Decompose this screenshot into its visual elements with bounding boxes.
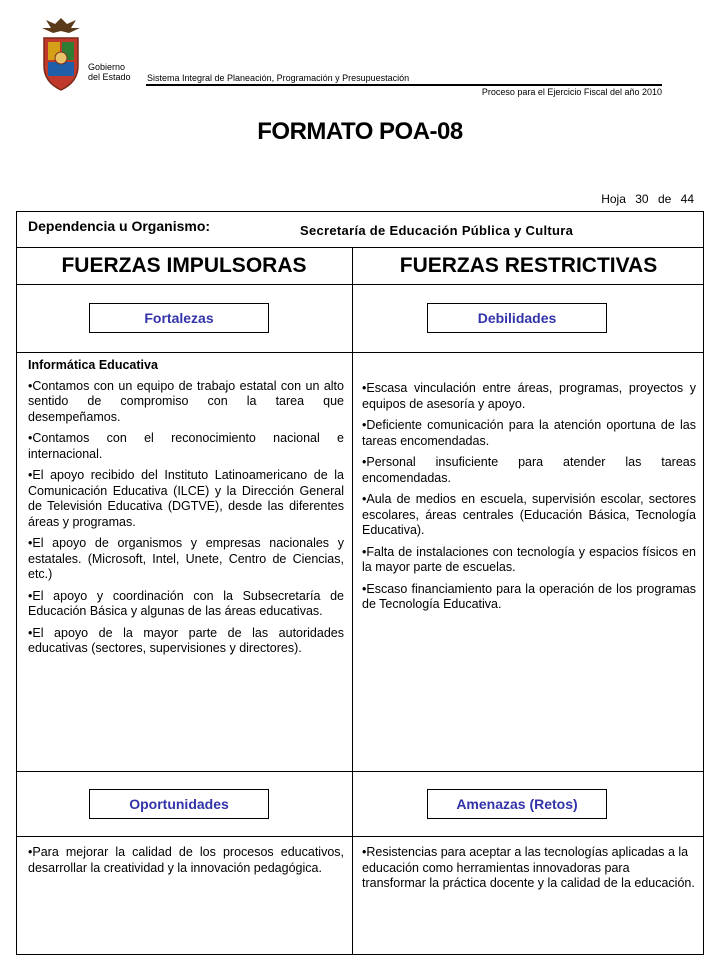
page-current: 30 xyxy=(635,192,649,206)
system-name: Sistema Integral de Planeación, Programación y Presupuestación xyxy=(147,73,410,83)
list-item: •Escasa vinculación entre áreas, programas, proyectos y equipos de asesoría y apoyo. xyxy=(362,381,696,411)
fortalezas-heading: Informática Educativa xyxy=(28,358,158,372)
list-item: •El apoyo de la mayor parte de las autoridades educativas (sectores, supervisiones y directores). xyxy=(28,625,344,655)
oportunidades-cell xyxy=(28,845,344,882)
government-label: Gobierno del Estado xyxy=(88,62,131,82)
list-item: •Para mejorar la calidad de los procesos educativos, desarrollar la creatividad y la innovación pedagógica. xyxy=(28,845,344,875)
page-label: Hoja xyxy=(601,192,626,206)
list-item: •Personal insuficiente para atender las tareas encomendadas. xyxy=(362,455,696,485)
page-title: FORMATO POA-08 xyxy=(257,118,463,145)
column-divider xyxy=(352,247,353,955)
list-item: •Falta de instalaciones con tecnología y espacios físicos en la mayor parte de escuelas. xyxy=(362,544,696,574)
fuerzas-impulsoras-heading: FUERZAS IMPULSORAS xyxy=(61,254,307,277)
page-of: de xyxy=(657,192,672,206)
fortalezas-box: Fortalezas xyxy=(89,303,269,333)
list-item: •Contamos con un equipo de trabajo estatal con un alto sentido de compromiso con la tarea que desempeñamos. xyxy=(28,378,344,424)
fortalezas-cell xyxy=(28,358,344,663)
amenazas-cell xyxy=(362,845,696,898)
fuerzas-restrictivas-heading: FUERZAS RESTRICTIVAS xyxy=(399,254,658,277)
header-rule xyxy=(146,84,662,86)
list-item: •Deficiente comunicación para la atención oportuna de las tareas encomendadas. xyxy=(362,418,696,448)
dependencia-label: Dependencia u Organismo: xyxy=(28,218,211,234)
oportunidades-box: Oportunidades xyxy=(89,789,269,819)
debilidades-box: Debilidades xyxy=(427,303,607,333)
dependencia-value: Secretaría de Educación Pública y Cultura xyxy=(300,223,574,238)
amenazas-box: Amenazas (Retos) xyxy=(427,789,607,819)
list-item: •Escaso financiamiento para la operación de los programas de Tecnología Educativa. xyxy=(362,581,696,611)
row-divider xyxy=(16,284,704,285)
list-item: •El apoyo de organismos y empresas nacionales y estatales. (Microsoft, Intel, Unete, Centro de Ciencias, etc.) xyxy=(28,536,344,581)
page-counter xyxy=(601,192,694,206)
row-divider xyxy=(16,836,704,837)
state-seal-logo xyxy=(36,14,86,94)
list-item: •Contamos con el reconocimiento nacional e internacional. xyxy=(28,431,344,461)
list-item: •Resistencias para aceptar a las tecnologías aplicadas a la educación como herramientas innovadoras para transformar la práctica docente y la calidad de la educación. xyxy=(362,845,695,890)
row-divider xyxy=(16,352,704,353)
debilidades-cell xyxy=(362,381,696,619)
process-label: Proceso para el Ejercicio Fiscal del año 2010 xyxy=(481,87,662,97)
page-total: 44 xyxy=(680,192,694,206)
row-divider xyxy=(16,771,704,772)
list-item: •Aula de medios en escuela, supervisión escolar, sectores escolares, áreas centrales (Educación Básica, Tecnología Educativa). xyxy=(362,492,696,537)
list-item: •El apoyo recibido del Instituto Latinoamericano de la Comunicación Educativa (ILCE) y la Dirección General de Televisión Educativa (DGTVE), desde las diferentes áreas y programas. xyxy=(28,468,344,529)
list-item: •El apoyo y coordinación con la Subsecretaría de Educación Básica y algunas de las áreas educativas. xyxy=(28,588,344,618)
